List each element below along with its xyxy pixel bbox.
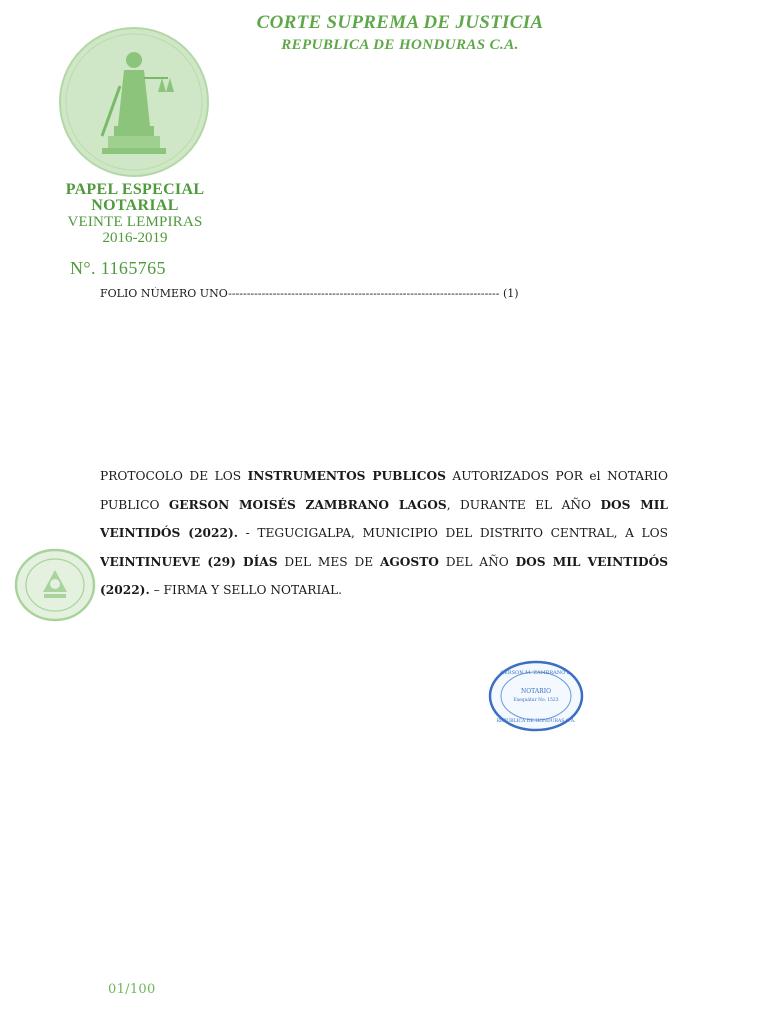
body-bold-year-2: DOS MIL VEINTIDÓS (2022). xyxy=(100,554,669,597)
body-bold-1: INSTRUMENTOS PUBLICOS xyxy=(247,469,446,483)
paper-years: 2016-2019 xyxy=(102,230,168,246)
stamp-registration: Exequátur No. 1523 xyxy=(513,698,559,703)
body-text-1: PROTOCOLO DE LOS xyxy=(100,469,248,483)
paper-type-block xyxy=(40,182,230,246)
body-text-6: DEL AÑO xyxy=(438,554,516,569)
stamp-title: NOTARIO xyxy=(521,688,551,695)
body-text-5: DEL MES DE xyxy=(277,554,380,569)
body-text-3: , DURANTE EL AÑO xyxy=(446,497,601,512)
paper-value: VEINTE LEMPIRAS xyxy=(67,214,203,230)
body-text-4: - TEGUCIGALPA, MUNICIPIO DEL DISTRITO CENTRAL, A LOS xyxy=(238,526,668,540)
republic-subtitle: REPUBLICA DE HONDURAS C.A. xyxy=(281,37,519,53)
stamp-bottom-text: REPUBLICA DE HONDURAS C.A. xyxy=(496,719,576,724)
serial-number: N°. 1165765 xyxy=(70,258,166,278)
body-bold-month: AGOSTO xyxy=(379,554,439,569)
republic-seal-icon xyxy=(14,548,96,622)
protocol-paragraph xyxy=(100,462,668,605)
folio-line: FOLIO NÚMERO UNO------------------------------------------------------------------------- (1) xyxy=(100,287,519,300)
court-title: CORTE SUPREMA DE JUSTICIA xyxy=(256,12,544,33)
body-text-7: – FIRMA Y SELLO NOTARIAL. xyxy=(149,583,343,597)
body-bold-days: VEINTINUEVE (29) DÍAS xyxy=(100,554,278,569)
body-text-2: AUTORIZADOS POR el NOTARIO PUBLICO xyxy=(100,469,668,512)
stamp-top-text: GERSON M. ZAMBRANO L. xyxy=(500,670,572,676)
justice-seal-icon xyxy=(58,26,210,178)
paper-line-1: PAPEL ESPECIAL xyxy=(65,181,205,198)
notary-stamp-icon xyxy=(488,660,584,732)
notary-name: GERSON MOISÉS ZAMBRANO LAGOS xyxy=(168,497,447,512)
paper-line-2: NOTARIAL xyxy=(91,197,179,214)
body-bold-year: DOS MIL VEINTIDÓS (2022). xyxy=(100,497,668,540)
page-number: 01/100 xyxy=(108,982,156,997)
